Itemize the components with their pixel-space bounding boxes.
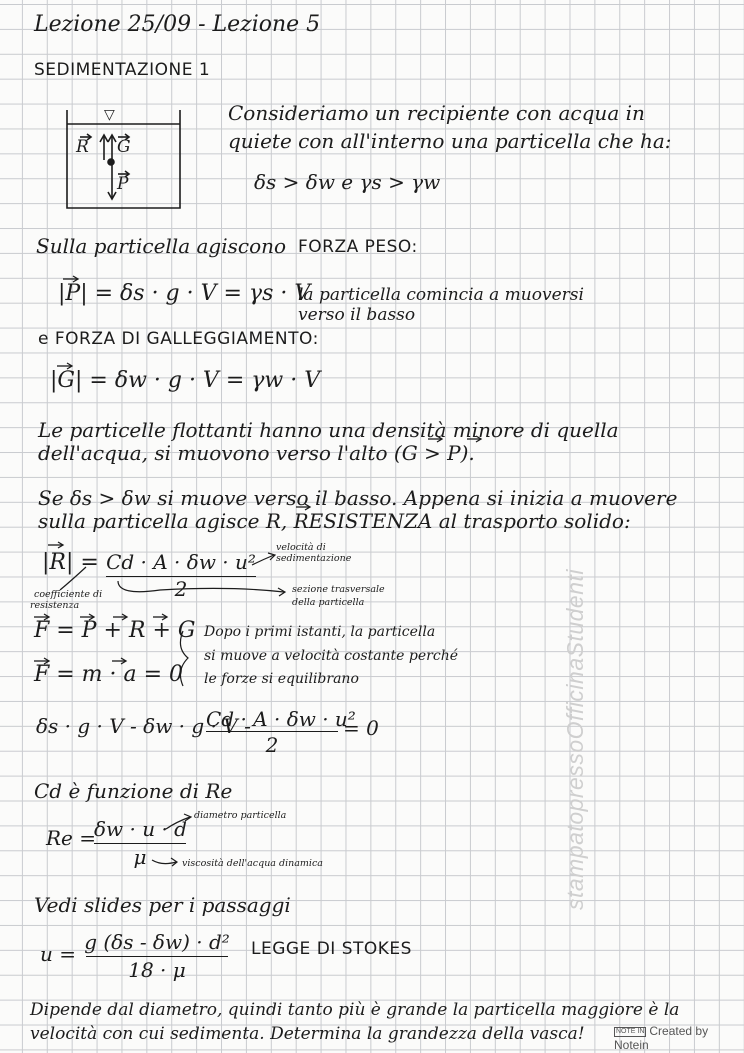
stokes-law-label: LEGGE DI STOKES bbox=[251, 939, 412, 959]
stokes-numerator: g (δs - δw) · d² bbox=[84, 930, 230, 954]
resistance-numerator: Cd · A · δw · u² bbox=[106, 550, 256, 574]
buoyancy-label: e FORZA DI GALLEGGIAMENTO: bbox=[38, 329, 319, 349]
annotation-coefficient-2: resistenza bbox=[30, 600, 80, 611]
floating-line-2: dell'acqua, si muovono verso l'alto (G > P). bbox=[38, 441, 475, 465]
reynolds-numerator: δw · u · d bbox=[94, 817, 187, 841]
label-r: R bbox=[76, 137, 89, 157]
balance-full-rhs: = 0 bbox=[343, 716, 379, 740]
balance-full-lhs: δs · g · V - δw · g · V - bbox=[36, 714, 251, 738]
annotation-section-2: della particella bbox=[292, 597, 365, 608]
water-level-icon: ▽ bbox=[104, 107, 115, 123]
notein-badge bbox=[614, 1024, 744, 1052]
weight-formula: |P| = δs · g · V = γs · V bbox=[58, 281, 311, 306]
annotation-coefficient-1: coefficiente di bbox=[34, 589, 103, 600]
watermark: stampatopressoOfficinaStudenti bbox=[562, 568, 588, 910]
label-p: P bbox=[117, 174, 129, 194]
resistance-lhs: |R| = bbox=[42, 550, 99, 575]
notein-badge-text: Created by Notein bbox=[614, 1024, 709, 1052]
reynolds-lhs: Re = bbox=[46, 826, 97, 850]
newton-equation: F = m · a = 0 bbox=[34, 662, 184, 687]
resistance-line-1: Se δs > δw si muove verso il basso. Appena si inizia a muovere bbox=[38, 486, 678, 510]
reynolds-fraction-line bbox=[94, 843, 186, 844]
stokes-denominator: 18 · μ bbox=[128, 958, 186, 982]
reynolds-intro: Cd è funzione di Re bbox=[34, 779, 233, 803]
intro-line-1: Consideriamo un recipiente con acqua in bbox=[228, 101, 645, 125]
conclusion-line-1: Dipende dal diametro, quindi tanto più è grande la particella maggiore è la bbox=[30, 1000, 680, 1020]
balance-full-denominator: 2 bbox=[265, 733, 279, 757]
stokes-fraction-line bbox=[86, 956, 228, 957]
balance-note-2: si muove a velocità costante perché bbox=[204, 648, 459, 664]
label-g: G bbox=[117, 137, 131, 157]
reynolds-denominator: μ bbox=[133, 845, 147, 869]
balance-full-numerator: Cd · A · δw · u² bbox=[206, 707, 356, 731]
weight-note-2: verso il basso bbox=[298, 305, 416, 325]
resistance-line-2: sulla particella agisce R, RESISTENZA al trasporto solido: bbox=[38, 509, 631, 533]
floating-line-1: Le particelle flottanti hanno una densità minore di quella bbox=[38, 418, 619, 442]
intro-line-2: quiete con all'interno una particella che ha: bbox=[228, 129, 672, 153]
conclusion-line-2: velocità con cui sedimenta. Determina la grandezza della vasca! bbox=[30, 1024, 585, 1044]
annotation-diameter: diametro particella bbox=[194, 810, 287, 821]
balance-fraction-line bbox=[206, 731, 338, 732]
section-title: SEDIMENTAZIONE 1 bbox=[34, 60, 211, 80]
balance-note-3: le forze si equilibrano bbox=[204, 671, 359, 687]
force-sum-equation: F = P + R + G bbox=[34, 618, 196, 643]
annotation-viscosity: viscosità dell'acqua dinamica bbox=[182, 858, 323, 869]
weight-force-label: FORZA PESO: bbox=[298, 237, 418, 257]
notein-logo-icon: NOTE IN bbox=[616, 1027, 645, 1035]
annotation-velocity: velocità di sedimentazione bbox=[276, 542, 352, 564]
density-conditions: δs > δw e γs > γw bbox=[254, 170, 441, 194]
stokes-lhs: u = bbox=[40, 942, 76, 966]
weight-lead: Sulla particella agiscono bbox=[36, 234, 287, 258]
weight-note-1: la particella comincia a muoversi bbox=[298, 285, 584, 305]
page-title: Lezione 25/09 - Lezione 5 bbox=[34, 12, 321, 37]
buoyancy-formula: |G| = δw · g · V = γw · V bbox=[50, 368, 321, 393]
stokes-intro: Vedi slides per i passaggi bbox=[34, 893, 291, 917]
balance-note-1: Dopo i primi istanti, la particella bbox=[204, 624, 436, 640]
resistance-denominator: 2 bbox=[174, 577, 188, 601]
annotation-section-1: sezione trasversale bbox=[292, 584, 385, 595]
